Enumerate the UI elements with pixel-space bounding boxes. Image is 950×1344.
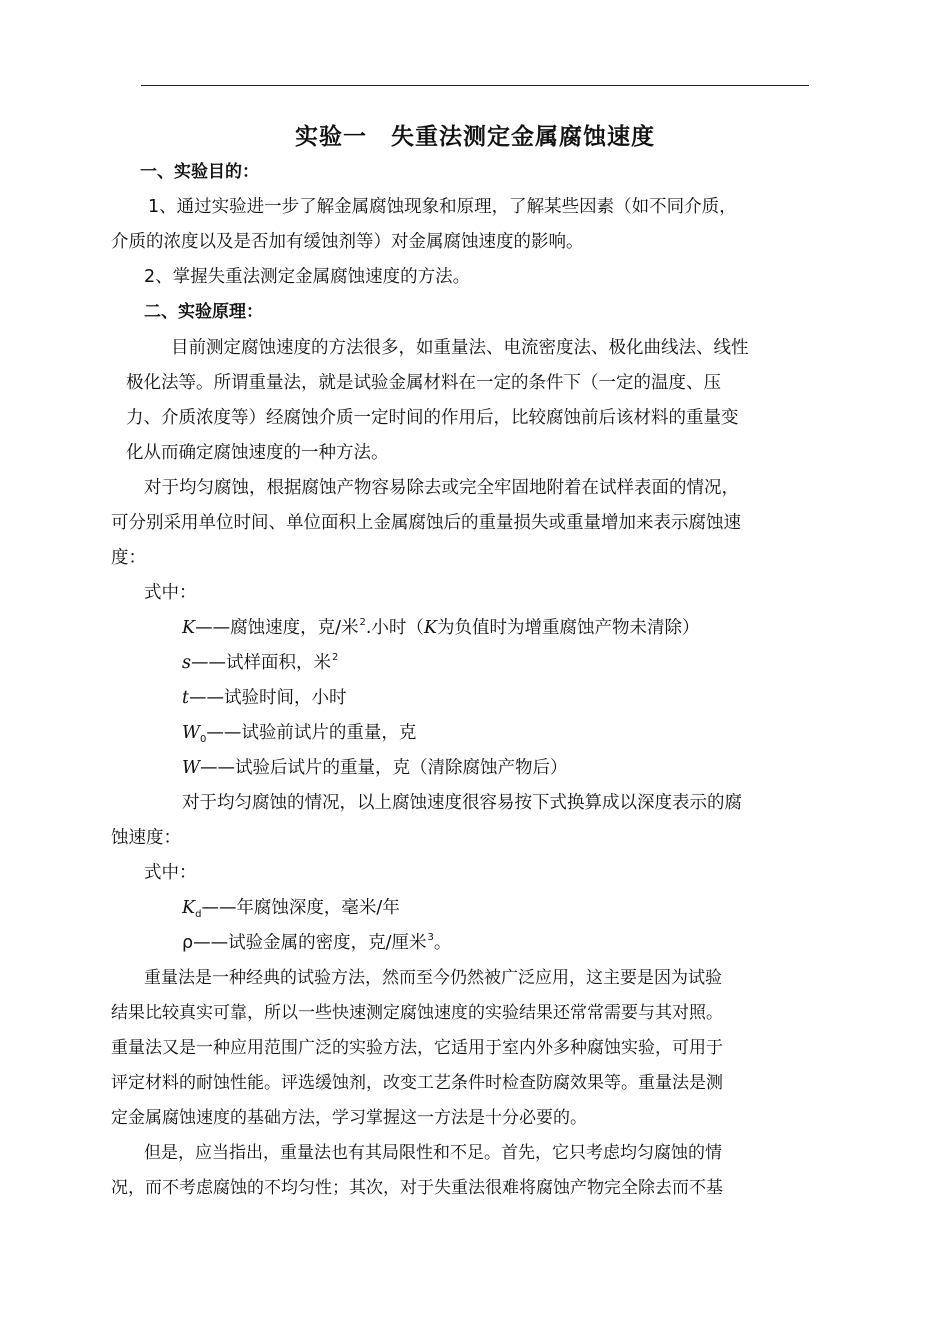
header-rule — [141, 85, 809, 86]
def-rho: ρ——试验金属的密度，克/厘米$^3$。 — [182, 932, 452, 953]
def-t: t——试验时间，小时 — [182, 688, 347, 708]
symbol-rho: ρ — [182, 933, 194, 953]
def-s: s——试样面积，米$^2$ — [182, 652, 339, 673]
s2-p3-line1: 对于均匀腐蚀的情况，以上腐蚀速度很容易按下式换算成以深度表示的腐 — [182, 793, 742, 813]
symbol-kd: K — [182, 898, 196, 918]
title-part2: 失重法测定金属腐蚀速度 — [391, 124, 655, 150]
where-label-1: 式中： — [144, 583, 197, 603]
s2-p1-line4: 化从而确定腐蚀速度的一种方法。 — [126, 443, 389, 463]
s2-p5-line2: 况，而不考虑腐蚀的不均匀性；其次，对于失重法很难将腐蚀产物完全除去而不基 — [111, 1178, 723, 1198]
s2-p4-line4: 评定材料的耐蚀性能。评选缓蚀剂，改变工艺条件时检查防腐效果等。重量法是测 — [111, 1073, 723, 1093]
s2-p1-line3: 力、介质浓度等）经腐蚀介质一定时间的作用后，比较腐蚀前后该材料的重量变 — [126, 408, 739, 428]
s2-p1-line1: 目前测定腐蚀速度的方法很多，如重量法、电流密度法、极化曲线法、线性 — [171, 338, 749, 358]
s2-p3-line2: 蚀速度： — [111, 828, 181, 848]
s1-p2: 2、掌握失重法测定金属腐蚀速度的方法。 — [144, 267, 471, 287]
s2-p2-line2: 可分别采用单位时间、单位面积上金属腐蚀后的重量损失或重量增加来表示腐蚀速 — [111, 513, 741, 533]
title-part1: 实验一 — [295, 124, 367, 150]
def-kd: $K_d——$年腐蚀深度，毫米/年 — [182, 898, 400, 920]
s2-p4-line2: 结果比较真实可靠，所以一些快速测定腐蚀速度的实验结果还常常需要与其对照。 — [111, 1003, 723, 1023]
s2-p2-line3: 度： — [111, 548, 146, 568]
section1-heading: 一、实验目的： — [140, 162, 259, 182]
s2-p1-line2: 极化法等。所谓重量法，就是试验金属材料在一定的条件下（一定的温度、压 — [126, 373, 721, 393]
symbol-w0: W — [182, 723, 200, 743]
s2-p5-line1: 但是，应当指出，重量法也有其局限性和不足。首先，它只考虑均匀腐蚀的情 — [144, 1143, 722, 1163]
symbol-s: s — [182, 653, 191, 673]
symbol-k: K — [182, 618, 196, 638]
def-k: K——腐蚀速度，克/米$^2$.小时（K为负值时为增重腐蚀产物未清除） — [182, 617, 700, 638]
where-label-2: 式中： — [144, 863, 197, 883]
s2-p2-line1: 对于均匀腐蚀，根据腐蚀产物容易除去或完全牢固地附着在试样表面的情况， — [144, 478, 739, 498]
section2-heading: 二、实验原理： — [144, 302, 263, 322]
page-title — [0, 118, 950, 151]
s1-p1-line2: 介质的浓度以及是否加有缓蚀剂等）对金属腐蚀速度的影响。 — [111, 232, 584, 252]
s1-p1-line1: 1、通过实验进一步了解金属腐蚀现象和原理，了解某些因素（如不同介质， — [148, 197, 737, 217]
def-w0: $W_0——$试验前试片的重量，克 — [182, 723, 417, 745]
symbol-t: t — [182, 688, 190, 708]
symbol-w: W — [182, 758, 200, 778]
s2-p4-line3: 重量法又是一种应用范围广泛的实验方法，它适用于室内外多种腐蚀实验，可用于 — [111, 1038, 723, 1058]
def-w: W——试验后试片的重量，克（清除腐蚀产物后） — [182, 758, 568, 778]
s2-p4-line5: 定金属腐蚀速度的基础方法，学习掌握这一方法是十分必要的。 — [111, 1108, 587, 1128]
s2-p4-line1: 重量法是一种经典的试验方法，然而至今仍然被广泛应用，这主要是因为试验 — [144, 968, 722, 988]
